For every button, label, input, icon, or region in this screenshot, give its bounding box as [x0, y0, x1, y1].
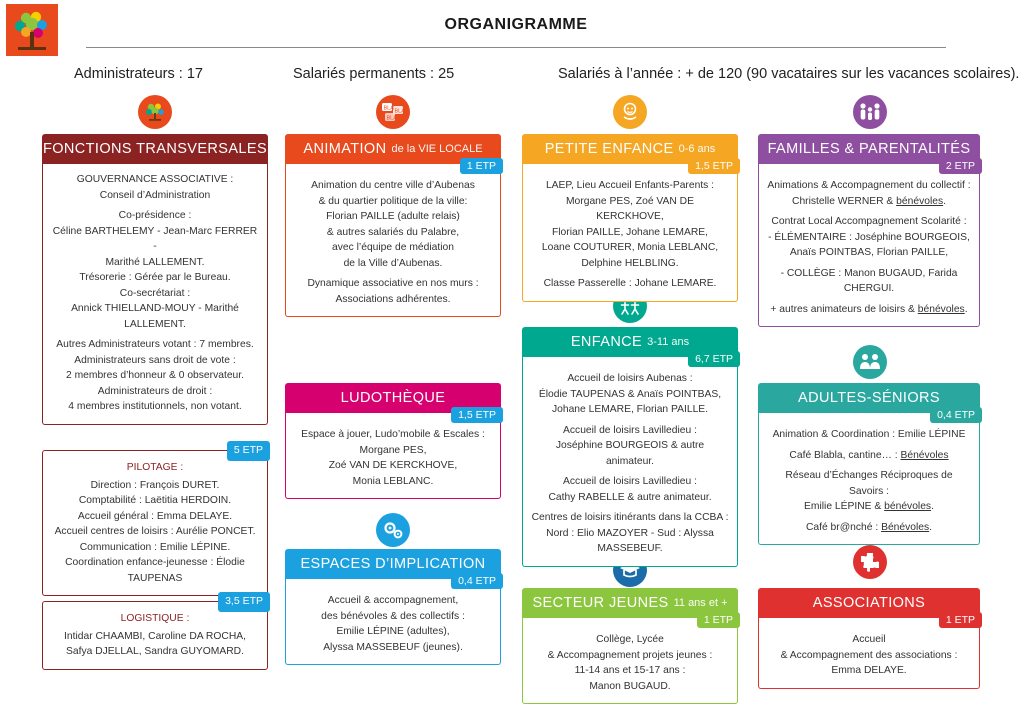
card-header [285, 549, 501, 587]
card-header [285, 134, 501, 172]
card-subtitle: 11 ans et + [673, 597, 728, 609]
column-header-salaries-permanents: Salariés permanents : 25 [293, 66, 455, 82]
card-title: LOGISTIQUE : [120, 613, 190, 624]
card-body [758, 164, 980, 327]
etp-badge: 0,4 ETP [930, 407, 982, 423]
card-title: SECTEUR JEUNES [532, 595, 669, 611]
card-espaces-implication [285, 549, 501, 665]
card-subtitle: de la VIE LOCALE [391, 143, 483, 155]
card-body [285, 579, 501, 665]
gears-icon [376, 513, 410, 547]
card-title: ASSOCIATIONS [812, 595, 926, 611]
card-ludotheque [285, 383, 501, 499]
tree-logo-icon [6, 4, 58, 56]
svg-text:BLA: BLA [386, 115, 397, 122]
page-title: ORGANIGRAMME [444, 16, 588, 33]
card-title: PILOTAGE : [126, 462, 184, 473]
card-title: FONCTIONS TRANSVERSALES [42, 141, 268, 157]
associations-puzzle-icon [853, 545, 887, 579]
etp-badge: 1 ETP [697, 612, 740, 628]
card-enfance [522, 327, 738, 567]
card-header [522, 327, 738, 365]
etp-badge: 1,5 ETP [451, 407, 503, 423]
column-header-salaries-annee: Salariés à l’année : + de 120 (90 vacataires sur les vacances scolaires). [558, 66, 1020, 82]
espaces-lines: Accueil & accompagnement, des bénévoles & des collectifs : Emilie LÉPINE (adultes), Alyssa MASSEBEUF (jeunes). [321, 595, 465, 653]
card-body [285, 164, 501, 317]
card-header [522, 134, 738, 172]
card-petite-enfance [522, 134, 738, 302]
adults-seniors-icon [853, 345, 887, 379]
svg-text:BLA: BLA [394, 108, 405, 115]
card-familles-parentalites [758, 134, 980, 327]
card-header [758, 588, 980, 626]
card-pilotage [42, 444, 268, 596]
card-logistique [42, 595, 268, 670]
card-secteur-jeunes [522, 588, 738, 704]
etp-badge: 5 ETP [227, 441, 270, 461]
etp-badge: 6,7 ETP [688, 351, 740, 367]
svg-text:BLA: BLA [383, 105, 394, 112]
card-subtitle: 0-6 ans [678, 143, 716, 155]
card-body [758, 413, 980, 545]
card-title: ANIMATION [303, 141, 387, 157]
etp-badge: 0,4 ETP [451, 573, 503, 589]
card-body [42, 444, 268, 596]
fonctions-lines: GOUVERNANCE ASSOCIATIVE : Conseil d’Administration Co-présidence : Céline BARTHELEMY - Jean-Marc FERRER - Marithé LALLEMENT. Trésorerie : Gérée par le Bureau. Co-secrétariat : Annick THIELLAND-MOUY - Marithé LALLEMENT. Autres Administrateurs votant : 7 membres. Administrateurs sans droit de vote : 2 membres d’honneur & 0 observateur. Administrateurs de droit : 4 membres institutionnels, non votant. [52, 174, 258, 412]
column-header-administrateurs: Administrateurs : 17 [74, 66, 203, 82]
card-body [522, 618, 738, 704]
etp-badge: 1 ETP [939, 612, 982, 628]
card-body [285, 413, 501, 499]
card-animation-vie-locale [285, 134, 501, 317]
card-title: ADULTES-SÉNIORS [798, 390, 940, 406]
etp-badge: 1 ETP [460, 158, 503, 174]
title-divider [86, 47, 946, 48]
petite-enfance-lines: LAEP, Lieu Accueil Enfants-Parents : Morgane PES, Zoé VAN DE KERCKHOVE, Florian PAILLE, Johane LEMARE, Loane COUTURER, Monia LEBLANC, Delphine HELBLING. Classe Passerelle : Johane LEMARE. [541, 180, 719, 289]
animation-lines: Animation du centre ville d’Aubenas & du quartier politique de la ville: Florian PAILLE (adulte relais) & autres salariés du Palabre, avec l’équipe de médiation de la Ville d’Aubenas. Dynamique associative en nos murs : Associations adhérentes. [307, 180, 479, 305]
card-body [42, 595, 268, 670]
card-title: LUDOTHÈQUE [340, 390, 446, 406]
ludotheque-lines: Espace à jouer, Ludo’mobile & Escales : Morgane PES, Zoé VAN DE KERCKHOVE, Monia LEBLANC. [301, 429, 485, 487]
card-title: FAMILLES & PARENTALITÉS [767, 141, 971, 157]
card-subtitle: 3-11 ans [647, 336, 690, 348]
jeunes-lines: Collège, Lycée & Accompagnement projets jeunes : 11-14 ans et 15-17 ans : Manon BUGAUD. [547, 634, 713, 692]
etp-badge: 1,5 ETP [688, 158, 740, 174]
card-header [42, 134, 268, 164]
card-body [42, 164, 268, 425]
tree-icon [138, 95, 172, 129]
card-header [285, 383, 501, 421]
card-title: ESPACES D’IMPLICATION [300, 556, 486, 572]
baby-icon [613, 95, 647, 129]
associations-lines: Accueil & Accompagnement des associations : Emma DELAYE. [780, 634, 958, 676]
card-adultes-seniors [758, 383, 980, 545]
card-body [758, 618, 980, 689]
card-associations [758, 588, 980, 689]
family-icon [853, 95, 887, 129]
adultes-lines: Animation & Coordination : Emilie LÉPINE Café Blabla, cantine… : Bénévoles Réseau d’Échanges Réciproques de Savoirs : Emilie LÉPINE & bénévoles. Café br@nché : Bénévoles. [772, 429, 966, 533]
card-title: ENFANCE [570, 334, 643, 350]
card-header [758, 134, 980, 172]
etp-badge: 3,5 ETP [218, 592, 270, 612]
card-title: PETITE ENFANCE [544, 141, 674, 157]
card-body [522, 357, 738, 567]
pilotage-lines: Direction : François DURET. Comptabilité : Laëtitia HERDOIN. Accueil général : Emma DELAYE. Accueil centres de loisirs : Aurélie PONCET. Communication : Emilie LÉPINE. Coordination enfance-jeunesse : Élodie TAUPENAS [54, 479, 256, 584]
blabla-speech-icon [376, 95, 410, 129]
card-fonctions-transversales [42, 134, 268, 425]
card-header [758, 383, 980, 421]
enfance-lines: Accueil de loisirs Aubenas : Élodie TAUPENAS & Anaïs POINTBAS, Johane LEMARE, Florian PAILLE. Accueil de loisirs Lavilledieu : Joséphine BOURGEOIS & autre animateur. Accueil de loisirs Lavilledieu : Cathy RABELLE & autre animateur. Centres de loisirs itinérants dans la CCBA : Nord : Elio MAZOYER - Sud : Alyssa MASSEBEUF. [531, 373, 729, 554]
etp-badge: 2 ETP [939, 158, 982, 174]
card-header [522, 588, 738, 626]
card-body [522, 164, 738, 302]
logistique-lines: Intidar CHAAMBI, Caroline DA ROCHA, Safya DJELLAL, Sandra GUYOMARD. [64, 630, 246, 657]
familles-lines: Animations & Accompagnement du collectif : Christelle WERNER & bénévoles. Contrat Local Accompagnement Scolarité : - ÉLÉMENTAIRE : Joséphine BOURGEOIS, Anaïs POINTBAS, Florian PAILLE, - COLLÈGE : Manon BUGAUD, Farida CHERGUI. + autres animateurs de loisirs & bénévoles. [767, 180, 971, 315]
